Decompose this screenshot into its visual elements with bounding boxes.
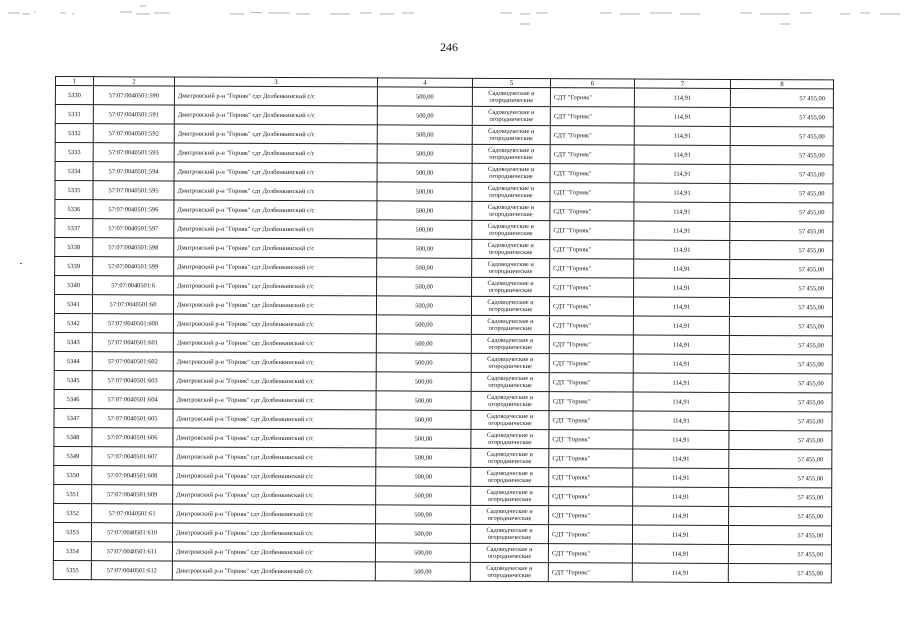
address-cell: Дмитровский р-н "Горняк" сдт Долбенкинский с/с: [173, 295, 376, 315]
row-number-cell: 5345: [54, 370, 92, 389]
address-cell: Дмитровский р-н "Горняк" сдт Долбенкинский с/с: [173, 371, 376, 391]
cadastral-value-cell: 57 455,00: [729, 354, 832, 373]
unit-price-cell: 114,91: [634, 164, 730, 183]
area-cell: 500,00: [375, 543, 470, 562]
unit-price-cell: 114,91: [634, 107, 730, 126]
unit-price-cell: 114,91: [633, 335, 729, 354]
cadastral-number-cell: 57:07:0040501:590: [93, 86, 174, 105]
cadastral-number-cell: 57:07:0040501:591: [93, 105, 174, 124]
cadastral-number-cell: 57:07:0040501:597: [93, 219, 174, 238]
cadastral-value-cell: 57 455,00: [730, 202, 833, 221]
unit-price-cell: 114,91: [633, 487, 729, 506]
row-number-cell: 5333: [55, 143, 93, 162]
organization-cell: СДТ "Горняк": [549, 411, 633, 430]
cadastral-value-cell: 57 455,00: [730, 259, 833, 278]
organization-cell: СДТ "Горняк": [548, 563, 632, 582]
row-number-cell: 5350: [54, 465, 92, 484]
cadastral-value-cell: 57 455,00: [729, 468, 832, 487]
cadastral-value-cell: 57 455,00: [729, 316, 832, 335]
address-cell: Дмитровский р-н "Горняк" сдт Долбенкинский с/с: [173, 352, 376, 372]
cadastral-number-cell: 57:07:0040501:602: [92, 352, 173, 371]
area-cell: 500,00: [377, 106, 472, 125]
organization-cell: СДТ "Горняк": [548, 525, 632, 544]
row-number-cell: 5332: [55, 124, 93, 143]
row-number-cell: 5336: [55, 200, 93, 219]
cadastral-value-cell: 57 455,00: [729, 449, 832, 468]
unit-price-cell: 114,91: [632, 563, 728, 582]
land-use-cell: Садоводческие и огороднические: [472, 182, 550, 201]
area-cell: 500,00: [377, 201, 472, 220]
cadastral-number-cell: 57:07:0040501:601: [92, 333, 173, 352]
column-header: 3: [174, 77, 377, 87]
land-use-cell: Садоводческие и огороднические: [472, 220, 550, 239]
unit-price-cell: 114,91: [633, 411, 729, 430]
cadastral-number-cell: 57:07:0040501:612: [91, 561, 172, 580]
area-cell: 500,00: [377, 277, 472, 296]
area-cell: 500,00: [376, 391, 471, 410]
land-use-cell: Садоводческие и огороднические: [470, 524, 548, 543]
cadastral-value-cell: 57 455,00: [730, 278, 833, 297]
organization-cell: СДТ "Горняк": [550, 278, 634, 297]
area-cell: 500,00: [376, 505, 471, 524]
area-cell: 500,00: [376, 429, 471, 448]
row-number-cell: 5355: [53, 560, 91, 579]
organization-cell: СДТ "Горняк": [550, 259, 634, 278]
row-number-cell: 5349: [54, 446, 92, 465]
unit-price-cell: 114,91: [633, 316, 729, 335]
cadastral-value-cell: 57 455,00: [729, 430, 832, 449]
land-use-cell: Садоводческие и огороднические: [471, 372, 549, 391]
address-cell: Дмитровский р-н "Горняк" сдт Долбенкинский с/с: [172, 542, 375, 562]
address-cell: Дмитровский р-н "Горняк" сдт Долбенкинский с/с: [174, 181, 377, 201]
cadastral-value-cell: 57 455,00: [728, 563, 831, 582]
land-use-cell: Садоводческие и огороднические: [470, 543, 548, 562]
cadastral-number-cell: 57:07:0040501:604: [92, 390, 173, 409]
land-use-cell: Садоводческие и огороднические: [471, 505, 549, 524]
address-cell: Дмитровский р-н "Горняк" сдт Долбенкинский с/с: [174, 257, 377, 277]
land-use-cell: Садоводческие и огороднические: [471, 410, 549, 429]
scan-speck: [20, 263, 22, 264]
organization-cell: СДТ "Горняк": [549, 297, 633, 316]
address-cell: Дмитровский р-н "Горняк" сдт Долбенкинский с/с: [174, 143, 377, 163]
cadastral-number-cell: 57:07:0040501:607: [92, 447, 173, 466]
cadastral-value-cell: 57 455,00: [730, 88, 833, 107]
row-number-cell: 5339: [55, 257, 93, 276]
address-cell: Дмитровский р-н "Горняк" сдт Долбенкинский с/с: [173, 485, 376, 505]
cadastral-number-cell: 57:07:0040501:605: [92, 409, 173, 428]
row-number-cell: 5352: [54, 503, 92, 522]
cadastral-value-cell: 57 455,00: [730, 145, 833, 164]
land-use-cell: Садоводческие и огороднические: [472, 125, 550, 144]
cadastral-value-cell: 57 455,00: [729, 335, 832, 354]
land-use-cell: Садоводческие и огороднические: [472, 144, 550, 163]
cadastral-value-cell: 57 455,00: [729, 487, 832, 506]
cadastral-number-cell: 57:07:0040501:610: [91, 523, 172, 542]
address-cell: Дмитровский р-н "Горняк" сдт Долбенкинский с/с: [174, 200, 377, 220]
area-cell: 500,00: [377, 258, 472, 277]
cadastral-value-cell: 57 455,00: [730, 126, 833, 145]
cadastral-value-cell: 57 455,00: [729, 506, 832, 525]
area-cell: 500,00: [376, 467, 471, 486]
unit-price-cell: 114,91: [634, 126, 730, 145]
area-cell: 500,00: [377, 239, 472, 258]
row-number-cell: 5334: [55, 162, 93, 181]
row-number-cell: 5341: [54, 295, 92, 314]
row-number-cell: 5343: [54, 332, 92, 351]
cadastral-number-cell: 57:07:0040501:60: [92, 295, 173, 314]
address-cell: Дмитровский р-н "Горняк" сдт Долбенкинский с/с: [174, 238, 377, 258]
unit-price-cell: 114,91: [634, 278, 730, 297]
cadastral-value-cell: 57 455,00: [729, 297, 832, 316]
table-row: [53, 560, 831, 582]
cadastral-value-cell: 57 455,00: [729, 373, 832, 392]
address-cell: Дмитровский р-н "Горняк" сдт Долбенкинский с/с: [172, 561, 375, 581]
cadastral-value-cell: 57 455,00: [729, 411, 832, 430]
area-cell: 500,00: [375, 562, 470, 581]
address-cell: Дмитровский р-н "Горняк" сдт Долбенкинский с/с: [173, 333, 376, 353]
column-header: 5: [472, 78, 550, 87]
area-cell: 500,00: [377, 87, 472, 106]
land-use-cell: Садоводческие и огороднические: [471, 448, 549, 467]
organization-cell: СДТ "Горняк": [550, 202, 634, 221]
area-cell: 500,00: [377, 182, 472, 201]
area-cell: 500,00: [376, 353, 471, 372]
unit-price-cell: 114,91: [633, 449, 729, 468]
unit-price-cell: 114,91: [634, 88, 730, 107]
organization-cell: СДТ "Горняк": [550, 183, 634, 202]
organization-cell: СДТ "Горняк": [549, 316, 633, 335]
area-cell: 500,00: [377, 125, 472, 144]
land-use-cell: Садоводческие и огороднические: [471, 334, 549, 353]
scan-noise-marks: [0, 0, 905, 30]
row-number-cell: 5331: [55, 105, 93, 124]
unit-price-cell: 114,91: [634, 202, 730, 221]
organization-cell: СДТ "Горняк": [549, 354, 633, 373]
cadastral-number-cell: 57:07:0040501:600: [92, 314, 173, 333]
address-cell: Дмитровский р-н "Горняк" сдт Долбенкинский с/с: [173, 447, 376, 467]
address-cell: Дмитровский р-н "Горняк" сдт Долбенкинский с/с: [174, 105, 377, 125]
organization-cell: СДТ "Горняк": [550, 221, 634, 240]
area-cell: 500,00: [376, 372, 471, 391]
cadastral-number-cell: 57:07:0040501:594: [93, 162, 174, 181]
cadastral-value-cell: 57 455,00: [729, 392, 832, 411]
unit-price-cell: 114,91: [634, 221, 730, 240]
address-cell: Дмитровский р-н "Горняк" сдт Долбенкинский с/с: [173, 314, 376, 334]
land-use-cell: Садоводческие и огороднические: [471, 486, 549, 505]
cadastral-number-cell: 57:07:0040501:608: [92, 466, 173, 485]
cadastral-number-cell: 57:07:0040501:596: [93, 200, 174, 219]
row-number-cell: 5353: [53, 522, 91, 541]
column-header: 1: [55, 77, 93, 86]
page-number: 246: [440, 40, 458, 54]
cadastral-value-cell: 57 455,00: [728, 525, 831, 544]
address-cell: Дмитровский р-н "Горняк" сдт Долбенкинский с/с: [173, 504, 376, 524]
unit-price-cell: 114,91: [633, 430, 729, 449]
cadastral-number-cell: 57:07:0040501:61: [92, 504, 173, 523]
row-number-cell: 5347: [54, 408, 92, 427]
address-cell: Дмитровский р-н "Горняк" сдт Долбенкинский с/с: [174, 219, 377, 239]
organization-cell: СДТ "Горняк": [550, 240, 634, 259]
address-cell: Дмитровский р-н "Горняк" сдт Долбенкинский с/с: [174, 86, 377, 106]
area-cell: 500,00: [375, 524, 470, 543]
organization-cell: СДТ "Горняк": [550, 126, 634, 145]
address-cell: Дмитровский р-н "Горняк" сдт Долбенкинский с/с: [173, 390, 376, 410]
organization-cell: СДТ "Горняк": [550, 107, 634, 126]
address-cell: Дмитровский р-н "Горняк" сдт Долбенкинский с/с: [174, 276, 377, 296]
cadastral-value-cell: 57 455,00: [730, 183, 833, 202]
land-use-cell: Садоводческие и огороднические: [472, 87, 550, 106]
address-cell: Дмитровский р-н "Горняк" сдт Долбенкинский с/с: [173, 409, 376, 429]
cadastral-number-cell: 57:07:0040501:599: [93, 257, 174, 276]
unit-price-cell: 114,91: [633, 373, 729, 392]
land-use-cell: Садоводческие и огороднические: [472, 239, 550, 258]
land-use-cell: Садоводческие и огороднические: [471, 315, 549, 334]
cadastral-value-cell: 57 455,00: [728, 544, 831, 563]
unit-price-cell: 114,91: [634, 183, 730, 202]
column-header: 2: [93, 77, 174, 86]
area-cell: 500,00: [376, 410, 471, 429]
row-number-cell: 5344: [54, 351, 92, 370]
column-header: 6: [550, 79, 634, 88]
cadastral-number-cell: 57:07:0040501:606: [92, 428, 173, 447]
land-register-table: [53, 76, 834, 583]
unit-price-cell: 114,91: [632, 525, 728, 544]
address-cell: Дмитровский р-н "Горняк" сдт Долбенкинский с/с: [173, 428, 376, 448]
area-cell: 500,00: [376, 315, 471, 334]
unit-price-cell: 114,91: [634, 145, 730, 164]
organization-cell: СДТ "Горняк": [549, 468, 633, 487]
land-use-cell: Садоводческие и огороднические: [471, 353, 549, 372]
cadastral-number-cell: 57:07:0040501:609: [92, 485, 173, 504]
row-number-cell: 5335: [55, 181, 93, 200]
land-use-cell: Садоводческие и огороднические: [472, 258, 550, 277]
cadastral-number-cell: 57:07:0040501:595: [93, 181, 174, 200]
land-use-cell: Садоводческие и огороднические: [472, 106, 550, 125]
organization-cell: СДТ "Горняк": [549, 487, 633, 506]
unit-price-cell: 114,91: [633, 392, 729, 411]
organization-cell: СДТ "Горняк": [550, 164, 634, 183]
cadastral-value-cell: 57 455,00: [730, 240, 833, 259]
land-use-cell: Садоводческие и огороднические: [471, 429, 549, 448]
address-cell: Дмитровский р-н "Горняк" сдт Долбенкинский с/с: [172, 523, 375, 543]
address-cell: Дмитровский р-н "Горняк" сдт Долбенкинский с/с: [174, 124, 377, 144]
land-use-cell: Садоводческие и огороднические: [471, 296, 549, 315]
cadastral-value-cell: 57 455,00: [730, 107, 833, 126]
unit-price-cell: 114,91: [633, 506, 729, 525]
unit-price-cell: 114,91: [634, 259, 730, 278]
organization-cell: СДТ "Горняк": [549, 373, 633, 392]
row-number-cell: 5346: [54, 389, 92, 408]
area-cell: 500,00: [376, 448, 471, 467]
row-number-cell: 5342: [54, 313, 92, 332]
row-number-cell: 5348: [54, 427, 92, 446]
organization-cell: СДТ "Горняк": [549, 449, 633, 468]
column-header: 7: [634, 79, 730, 88]
cadastral-number-cell: 57:07:0040501:611: [91, 542, 172, 561]
cadastral-value-cell: 57 455,00: [730, 164, 833, 183]
cadastral-number-cell: 57:07:0040501:592: [93, 124, 174, 143]
organization-cell: СДТ "Горняк": [549, 506, 633, 525]
cadastral-value-cell: 57 455,00: [730, 221, 833, 240]
row-number-cell: 5354: [53, 541, 91, 560]
unit-price-cell: 114,91: [632, 544, 728, 563]
column-header: 8: [730, 79, 833, 88]
area-cell: 500,00: [376, 486, 471, 505]
cadastral-number-cell: 57:07:0040501:6: [93, 276, 174, 295]
row-number-cell: 5338: [55, 238, 93, 257]
organization-cell: СДТ "Горняк": [550, 145, 634, 164]
row-number-cell: 5330: [55, 86, 93, 105]
unit-price-cell: 114,91: [633, 354, 729, 373]
organization-cell: СДТ "Горняк": [549, 335, 633, 354]
area-cell: 500,00: [377, 144, 472, 163]
organization-cell: СДТ "Горняк": [549, 392, 633, 411]
area-cell: 500,00: [377, 220, 472, 239]
area-cell: 500,00: [376, 296, 471, 315]
area-cell: 500,00: [377, 163, 472, 182]
land-use-cell: Садоводческие и огороднические: [470, 562, 548, 581]
land-use-cell: Садоводческие и огороднические: [472, 277, 550, 296]
column-header: 4: [377, 78, 472, 87]
row-number-cell: 5340: [55, 276, 93, 295]
organization-cell: СДТ "Горняк": [550, 88, 634, 107]
unit-price-cell: 114,91: [633, 297, 729, 316]
organization-cell: СДТ "Горняк": [548, 544, 632, 563]
land-use-cell: Садоводческие и огороднические: [471, 467, 549, 486]
address-cell: Дмитровский р-н "Горняк" сдт Долбенкинский с/с: [174, 162, 377, 182]
land-use-cell: Садоводческие и огороднические: [471, 391, 549, 410]
area-cell: 500,00: [376, 334, 471, 353]
organization-cell: СДТ "Горняк": [549, 430, 633, 449]
unit-price-cell: 114,91: [634, 240, 730, 259]
land-use-cell: Садоводческие и огороднические: [472, 163, 550, 182]
unit-price-cell: 114,91: [633, 468, 729, 487]
land-use-cell: Садоводческие и огороднические: [472, 201, 550, 220]
cadastral-number-cell: 57:07:0040501:593: [93, 143, 174, 162]
row-number-cell: 5351: [54, 484, 92, 503]
cadastral-number-cell: 57:07:0040501:603: [92, 371, 173, 390]
address-cell: Дмитровский р-н "Горняк" сдт Долбенкинский с/с: [173, 466, 376, 486]
row-number-cell: 5337: [55, 219, 93, 238]
cadastral-number-cell: 57:07:0040501:598: [93, 238, 174, 257]
